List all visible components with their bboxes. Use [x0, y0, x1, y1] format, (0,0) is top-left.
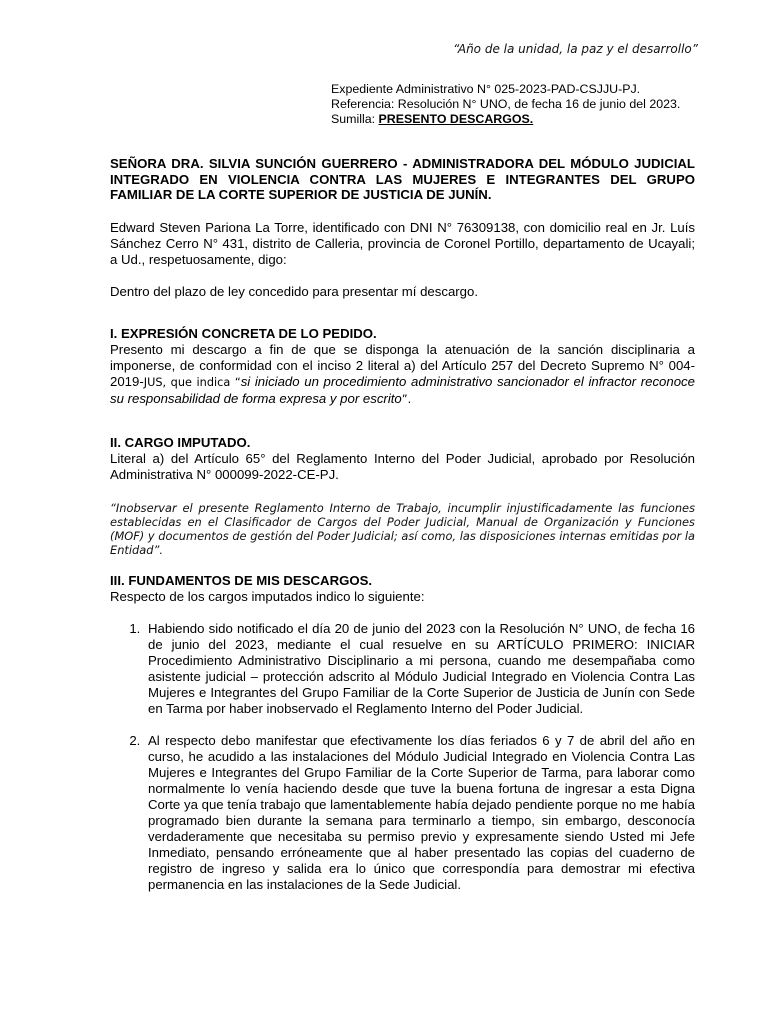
argument-item: 1. Habiendo sido notificado el día 20 de junio del 2023 con la Resolución N° UNO, de fecha 16 de junio del 2023, mediante el cual resuelve en su ARTÍCULO PRIMERO: INICIAR Procedimiento Administrativo Disciplinario a mi persona, cuando me desempañaba como asistente judicial – protección adscrito al Módulo Judicial Integrado en Violencia Contra Las Mujeres e Integrantes del Grupo Familiar de la Corte Superior de Justicia de Junín con Sede en Tarma por haber inobservado el Reglamento Interno del Poder Judicial. [144, 621, 695, 717]
document-body [110, 156, 695, 893]
section-1-heading: I. EXPRESIÓN CONCRETA DE LO PEDIDO. [110, 325, 377, 341]
document-motto: “Año de la unidad, la paz y el desarrollo” [453, 42, 698, 56]
arguments-list [110, 621, 695, 893]
intro-paragraph: Edward Steven Pariona La Torre, identificado con DNI N° 76309138, con domicilio real en Jr. Luís Sánchez Cerro N° 431, distrito de Calleria, provincia de Coronel Portillo, departamento de Ucayali; a Ud., respetuosamente, digo: [110, 219, 695, 267]
argument-item: 2. Al respecto debo manifestar que efectivamente los días feriados 6 y 7 de abril del año en curso, he acudido a las instalaciones del Módulo Judicial Integrado en Violencia Contra Las Mujeres e Integrantes del Grupo Familiar de la Corte Superior de Tarma, para laborar como normalmente lo venía haciendo desde que tuve la buena fortuna de ingresar a esta Digna Corte ya que tenía trabajo que lamentablemente había dejado pendiente porque no me había programado bien durante la semana para terminarlo a tiempo, sin embargo, desconocía verdaderamente que necesitaba su permiso previo y expresamente siendo Usted mi Jefe Inmediato, pensando erróneamente que al haber presentado las copias del cuaderno de registro de ingreso y salida era lo único que correspondía para demostrar mi efectiva permanencia en las instalaciones de la Sede Judicial. [144, 733, 695, 893]
section-3-heading: III. FUNDAMENTOS DE MIS DESCARGOS. [110, 572, 373, 588]
expediente-line: Expediente Administrativo N° 025-2023-PAD-CSJJU-PJ. [331, 82, 641, 96]
referencia-line: Referencia: Resolución N° UNO, de fecha 16 de junio del 2023. [331, 97, 681, 111]
section-2-text: Literal a) del Artículo 65° del Reglamento Interno del Poder Judicial, aprobado por Resolución Administrativa N° 000099-2022-CE-PJ. [110, 450, 695, 482]
section-1-text-end: ”. [401, 392, 412, 406]
section-1-text-start: Presento mi descargo a fin de que se disponga la atenuación de la sanción disciplinaria a imponerse, de conformidad con el inciso 2 literal a) del Artículo 257 del Decreto Supremo N° 004-2019- [110, 341, 695, 389]
sumilla-line [331, 112, 680, 127]
case-reference-block [331, 82, 680, 127]
section-1-text [110, 342, 695, 408]
sumilla-value: PRESENTO DESCARGOS. [378, 112, 534, 126]
plazo-paragraph: Dentro del plazo de ley concedido para presentar mí descargo. [110, 283, 479, 299]
section-2-heading: II. CARGO IMPUTADO. [110, 434, 251, 450]
section-1-quoted-text: si iniciado un procedimiento administrativo sancionador el infractor reconoce su responsabilidad de forma expresa y por escrito [110, 373, 695, 406]
section-1-text-mono: JUS, que indica “ [143, 375, 241, 389]
addressee: SEÑORA DRA. SILVIA SUNCIÓN GUERRERO - ADMINISTRADORA DEL MÓDULO JUDICIAL INTEGRADO EN VIOLENCIA CONTRA LAS MUJERES E INTEGRANTES DEL GRUPO FAMILIAR DE LA CORTE SUPERIOR DE JUSTICIA DE JUNÍN. [110, 156, 695, 202]
sumilla-label: Sumilla: [331, 112, 379, 126]
section-3-intro: Respecto de los cargos imputados indico lo siguiente: [110, 588, 425, 604]
section-2-quote: “Inobservar el presente Reglamento Interno de Trabajo, incumplir injustificadamente las funciones establecidas en el Clasificador de Cargos del Poder Judicial, Manual de Organización y Funciones (MOF) y documentos de gestión del Poder Judicial; así como, las disposiciones internas emitidas por la Entidad”. [110, 500, 695, 557]
